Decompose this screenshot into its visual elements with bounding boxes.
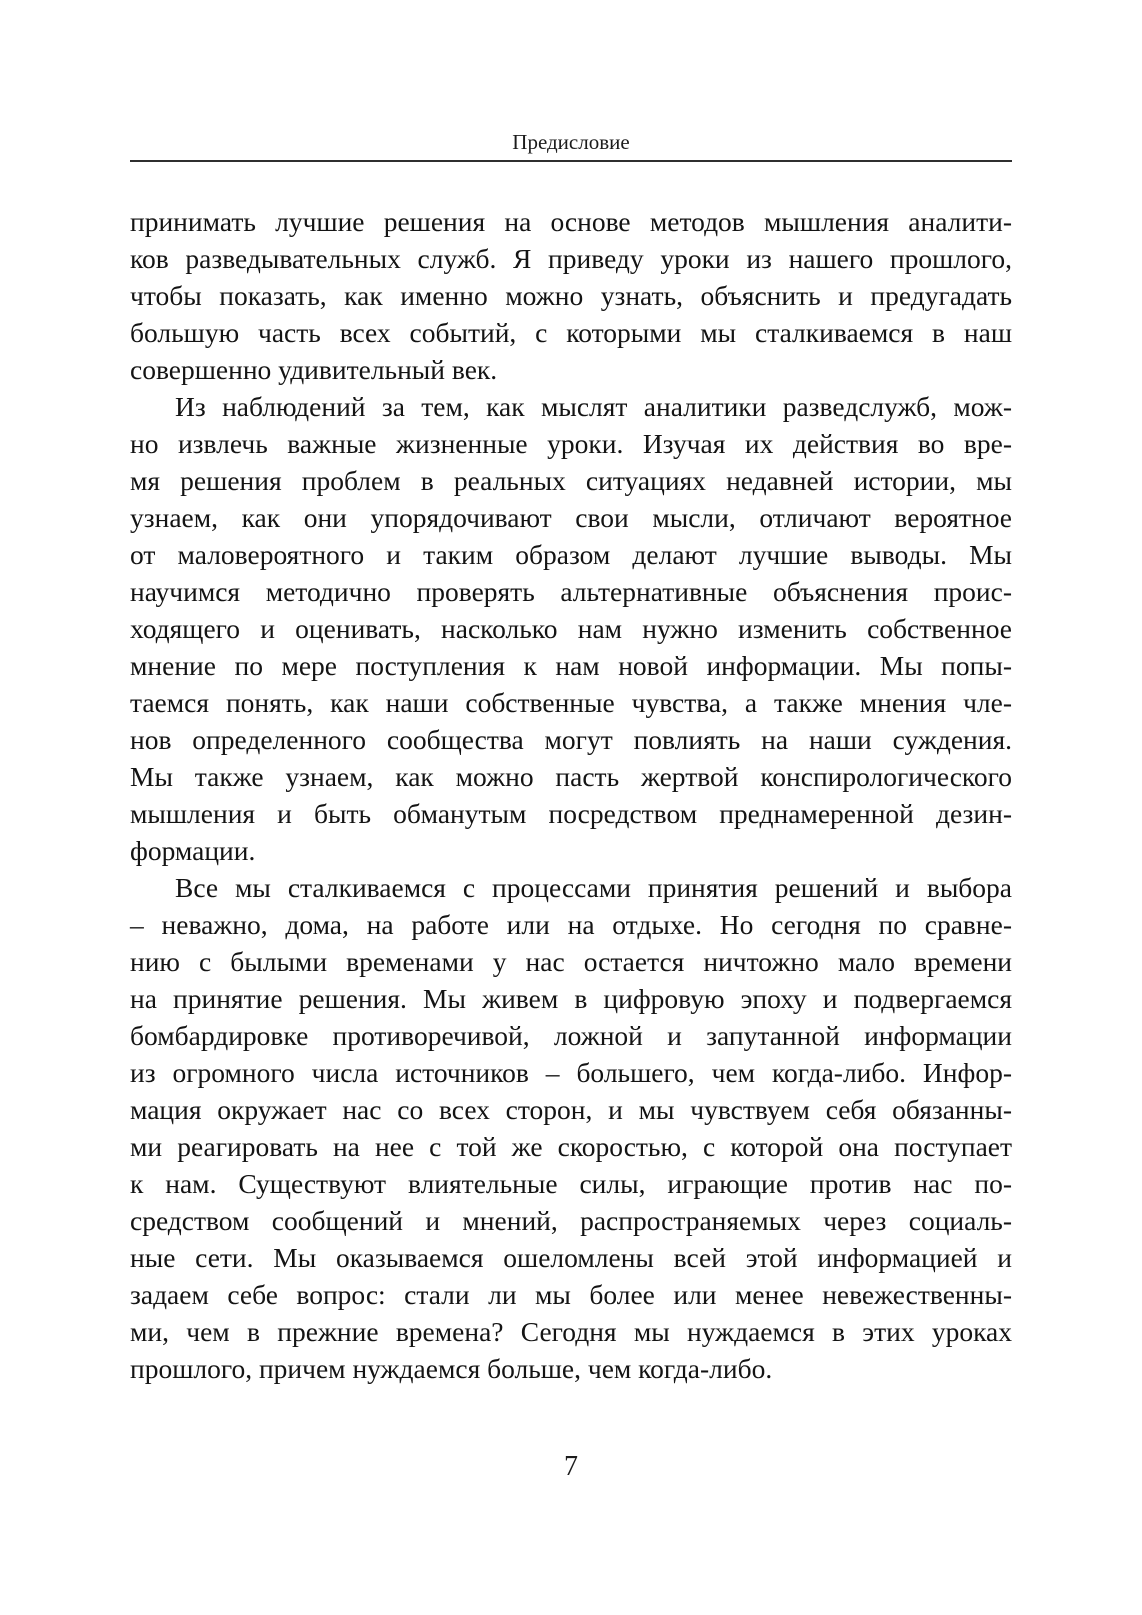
page-footer: [130, 1450, 1012, 1484]
paragraph: [130, 388, 1012, 869]
page-number: 7: [564, 1451, 578, 1482]
running-header: [130, 130, 1012, 154]
text-line: – неважно, дома, на работе или на отдыхе. Но сегодня по сравне-: [130, 909, 1012, 940]
text-line: от маловероятного и таким образом делают лучшие выводы. Мы: [130, 539, 1012, 570]
text-line: формации.: [130, 835, 256, 866]
text-line: принимать лучшие решения на основе методов мышления аналити-: [130, 206, 1012, 237]
text-line: к нам. Существуют влиятельные силы, играющие против нас по-: [130, 1168, 1012, 1199]
text-line: мнение по мере поступления к нам новой информации. Мы попы-: [130, 650, 1012, 681]
header-rule: [130, 160, 1012, 162]
paragraph: [130, 869, 1012, 1387]
text-line: но извлечь важные жизненные уроки. Изучая их действия во вре-: [130, 428, 1012, 459]
text-line: Все мы сталкиваемся с процессами принятия решений и выбора: [175, 872, 1012, 903]
text-line: узнаем, как они упорядочивают свои мысли, отличают вероятное: [130, 502, 1012, 533]
text-line: ми реагировать на нее с той же скоростью, с которой она поступает: [130, 1131, 1012, 1162]
text-line: ми, чем в прежние времена? Сегодня мы нуждаемся в этих уроках: [130, 1316, 1012, 1347]
text-line: Из наблюдений за тем, как мыслят аналитики разведслужб, мож-: [175, 391, 1012, 422]
text-line: совершенно удивительный век.: [130, 354, 498, 385]
text-line: ков разведывательных служб. Я приведу уроки из нашего прошлого,: [130, 243, 1012, 274]
text-line: ные сети. Мы оказываемся ошеломлены всей этой информацией и: [130, 1242, 1012, 1273]
text-line: нию с былыми временами у нас остается ничтожно мало времени: [130, 946, 1012, 977]
text-line: задаем себе вопрос: стали ли мы более или менее невежественны-: [130, 1279, 1012, 1310]
body-text: [130, 203, 1012, 1387]
text-line: средством сообщений и мнений, распространяемых через социаль-: [130, 1205, 1012, 1236]
text-line: таемся понять, как наши собственные чувства, а также мнения чле-: [130, 687, 1012, 718]
text-line: мя решения проблем в реальных ситуациях недавней истории, мы: [130, 465, 1012, 496]
text-line: мышления и быть обманутым посредством преднамеренной дезин-: [130, 798, 1012, 829]
text-line: Мы также узнаем, как можно пасть жертвой конспирологического: [130, 761, 1012, 792]
text-line: нов определенного сообщества могут повлиять на наши суждения.: [130, 724, 1012, 755]
text-line: научимся методично проверять альтернативные объяснения проис-: [130, 576, 1012, 607]
text-line: из огромного числа источников – большего, чем когда-либо. Инфор-: [130, 1057, 1012, 1088]
text-line: на принятие решения. Мы живем в цифровую эпоху и подвергаемся: [130, 983, 1012, 1014]
text-line: прошлого, причем нуждаемся больше, чем когда-либо.: [130, 1353, 773, 1384]
text-line: большую часть всех событий, с которыми мы сталкиваемся в наш: [130, 317, 1012, 348]
paragraph: [130, 203, 1012, 388]
text-line: ходящего и оценивать, насколько нам нужно изменить собственное: [130, 613, 1012, 644]
text-line: мация окружает нас со всех сторон, и мы чувствуем себя обязанны-: [130, 1094, 1012, 1125]
running-header-title: Предисловие: [512, 130, 630, 154]
text-line: чтобы показать, как именно можно узнать, объяснить и предугадать: [130, 280, 1012, 311]
text-line: бомбардировке противоречивой, ложной и запутанной информации: [130, 1020, 1012, 1051]
